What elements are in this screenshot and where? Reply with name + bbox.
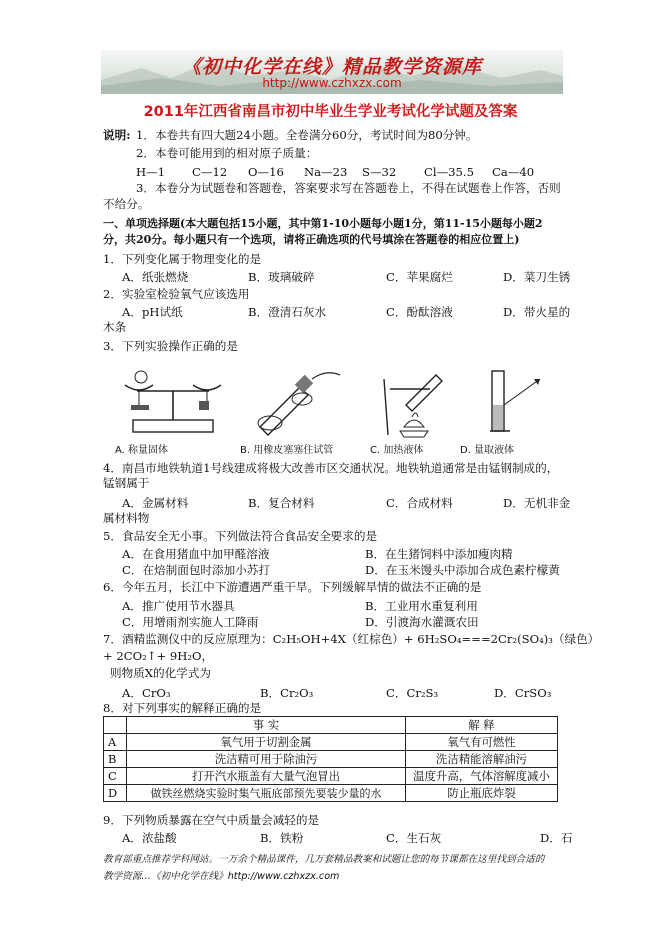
note-2: 2．本卷可能用到的相对原子质量： bbox=[136, 146, 318, 160]
q7-option-d[interactable]: D．CrSO₃ bbox=[494, 686, 552, 700]
row-label: A bbox=[104, 734, 127, 751]
table-row[interactable] bbox=[104, 768, 558, 785]
row-explanation: 防止瓶底炸裂 bbox=[406, 785, 558, 802]
q2-stem: 2．实验室检验氧气应该选用 bbox=[103, 287, 250, 301]
q6-option-c[interactable]: C．用增雨剂实施人工降雨 bbox=[122, 615, 259, 629]
mass-h: H—1 bbox=[136, 165, 166, 179]
header-fact: 事 实 bbox=[127, 717, 406, 734]
row-explanation: 温度升高，气体溶解度减小 bbox=[406, 768, 558, 785]
q3-figures bbox=[115, 365, 570, 455]
figure-stopper[interactable] bbox=[240, 365, 350, 455]
note-3b: 不给分。 bbox=[103, 197, 150, 211]
row-explanation: 氧气有可燃性 bbox=[406, 734, 558, 751]
heating-liquid-icon bbox=[370, 365, 480, 441]
q4-stem2: 锰钢属于 bbox=[103, 476, 150, 490]
header-blank bbox=[104, 717, 127, 734]
q1-stem: 1．下列变化属于物理变化的是 bbox=[103, 252, 262, 266]
row-label: C bbox=[104, 768, 127, 785]
q1-option-d[interactable]: D．菜刀生锈 bbox=[503, 270, 571, 284]
caption-a: A. 称量固体 bbox=[115, 445, 169, 456]
q2-option-a[interactable]: A．pH试纸 bbox=[122, 305, 183, 319]
q6-option-a[interactable]: A．推广使用节水器具 bbox=[122, 599, 235, 613]
q4-option-c[interactable]: C．合成材料 bbox=[386, 496, 453, 510]
note-3a: 3．本卷分为试题卷和答题卷，答案要求写在答题卷上，不得在试题卷上作答，否则 bbox=[136, 181, 561, 195]
q6-option-b[interactable]: B．工业用水重复利用 bbox=[365, 599, 478, 613]
q7-option-a[interactable]: A．CrO₃ bbox=[122, 686, 171, 700]
row-fact: 氧气用于切割金属 bbox=[127, 734, 406, 751]
q6-stem: 6．今年五月，长江中下游遭遇严重干旱。下列缓解旱情的做法不正确的是 bbox=[103, 580, 482, 594]
footer-line2[interactable]: 教学资源…《初中化学在线》http://www.czhxzx.com bbox=[103, 871, 340, 882]
balance-icon bbox=[115, 365, 225, 441]
q6-option-d[interactable]: D．引渡海水灌溉农田 bbox=[365, 615, 479, 629]
q1-option-a[interactable]: A．纸张燃烧 bbox=[122, 270, 189, 284]
caption-c: C. 加热液体 bbox=[370, 445, 424, 456]
q4-option-a[interactable]: A．金属材料 bbox=[122, 496, 189, 510]
q9-option-c[interactable]: C．生石灰 bbox=[386, 831, 442, 845]
q7-option-b[interactable]: B．Cr₂O₃ bbox=[260, 686, 314, 700]
q5-option-a[interactable]: A．在食用猪血中加甲醛溶液 bbox=[122, 547, 270, 561]
atomic-masses bbox=[136, 165, 534, 180]
q5-option-c[interactable]: C．在焙制面包时添加小苏打 bbox=[122, 563, 270, 577]
q8-stem: 8．对下列事实的解释正确的是 bbox=[103, 701, 262, 715]
caption-b: B. 用橡皮塞塞住试管 bbox=[240, 445, 334, 456]
mass-c: C—12 bbox=[192, 165, 228, 179]
q8-table bbox=[103, 716, 558, 802]
q4-option-b[interactable]: B．复合材料 bbox=[248, 496, 315, 510]
q9-stem: 9．下列物质暴露在空气中质量会减轻的是 bbox=[103, 813, 320, 827]
q2-option-d[interactable]: D．带火星的 bbox=[503, 305, 571, 319]
page-title: 2011年江西省南昌市初中毕业生学业考试化学试题及答案 bbox=[143, 104, 518, 120]
header-explanation: 解 释 bbox=[406, 717, 558, 734]
section1-line1: 一、单项选择题(本大题包括15小题，其中第1-10小题每小题1分，第11-15小题每小题2 bbox=[103, 217, 543, 230]
figure-cylinder[interactable] bbox=[460, 365, 600, 456]
note-1: 1．本卷共有四大题24小题。全卷满分60分，考试时间为80分钟。 bbox=[136, 128, 478, 142]
row-label: D bbox=[104, 785, 127, 802]
table-row[interactable] bbox=[104, 734, 558, 751]
test-tube-stopper-icon bbox=[240, 365, 350, 441]
footer-line1: 教育部重点推荐学科网站。一万余个精品课件，几万套精品教案和试题让您的每节课都在这里找到合适的 bbox=[103, 854, 545, 865]
table-header-row bbox=[104, 717, 558, 734]
q4-option-d[interactable]: D．无机非金 bbox=[503, 496, 571, 510]
q5-option-d[interactable]: D．在玉米馒头中添加合成色素柠檬黄 bbox=[365, 563, 560, 577]
q2-option-b[interactable]: B．澄清石灰水 bbox=[248, 305, 327, 319]
q1-option-c[interactable]: C．苹果腐烂 bbox=[386, 270, 453, 284]
q7-option-c[interactable]: C．Cr₂S₃ bbox=[386, 686, 439, 700]
q1-option-b[interactable]: B．玻璃破碎 bbox=[248, 270, 315, 284]
row-fact: 打开汽水瓶盖有大量气泡冒出 bbox=[127, 768, 406, 785]
caption-d: D. 量取液体 bbox=[460, 445, 515, 456]
section1-line2: 分，共20分。每小题只有一个选项，请将正确选项的代号填涂在答题卷的相应位置上) bbox=[103, 233, 520, 246]
banner-url[interactable]: http://www.czhxzx.com bbox=[262, 76, 402, 90]
row-fact: 做铁丝燃烧实验时集气瓶底部预先要装少量的水 bbox=[127, 785, 406, 802]
notes-label: 说明: bbox=[103, 128, 131, 142]
figure-balance[interactable] bbox=[115, 365, 225, 455]
q2-continuation: 木条 bbox=[103, 320, 127, 334]
q7-stem3: 则物质X的化学式为 bbox=[110, 666, 212, 680]
q9-option-a[interactable]: A．浓盐酸 bbox=[122, 831, 177, 845]
mass-na: Na—23 bbox=[304, 165, 348, 179]
q9-option-b[interactable]: B．铁粉 bbox=[260, 831, 304, 845]
q4-continuation: 属材料物 bbox=[103, 511, 150, 525]
q7-stem2: + 2CO₂↑+ 9H₂O， bbox=[103, 649, 214, 663]
row-fact: 洗洁精可用于除油污 bbox=[127, 751, 406, 768]
measuring-cylinder-icon bbox=[490, 365, 600, 441]
row-label: B bbox=[104, 751, 127, 768]
q5-stem: 5．食品安全无小事。下列做法符合食品安全要求的是 bbox=[103, 529, 378, 543]
q3-stem: 3．下列实验操作正确的是 bbox=[103, 339, 238, 353]
mass-cl: Cl—35.5 bbox=[424, 165, 474, 179]
q2-option-c[interactable]: C．酚酞溶液 bbox=[386, 305, 453, 319]
q9-option-d[interactable]: D．石 bbox=[540, 831, 573, 845]
mass-o: O—16 bbox=[248, 165, 284, 179]
q7-stem: 7．酒精监测仪中的反应原理为：C₂H₅OH+4X（红棕色）+ 6H₂SO₄===2Cr₂(SO₄)₃（绿色） bbox=[103, 632, 600, 646]
q5-option-b[interactable]: B．在生猪饲料中添加瘦肉精 bbox=[365, 547, 513, 561]
mass-ca: Ca—40 bbox=[492, 165, 535, 179]
q4-stem: 4．南昌市地铁轨道1号线建成将极大改善市区交通状况。地铁轨道通常是由锰钢制成的， bbox=[103, 461, 559, 475]
site-banner bbox=[101, 50, 563, 94]
mass-s: S—32 bbox=[362, 165, 397, 179]
table-row[interactable] bbox=[104, 751, 558, 768]
table-row[interactable] bbox=[104, 785, 558, 802]
banner-title: 《初中化学在线》精品教学资源库 bbox=[181, 56, 482, 78]
row-explanation: 洗洁精能溶解油污 bbox=[406, 751, 558, 768]
